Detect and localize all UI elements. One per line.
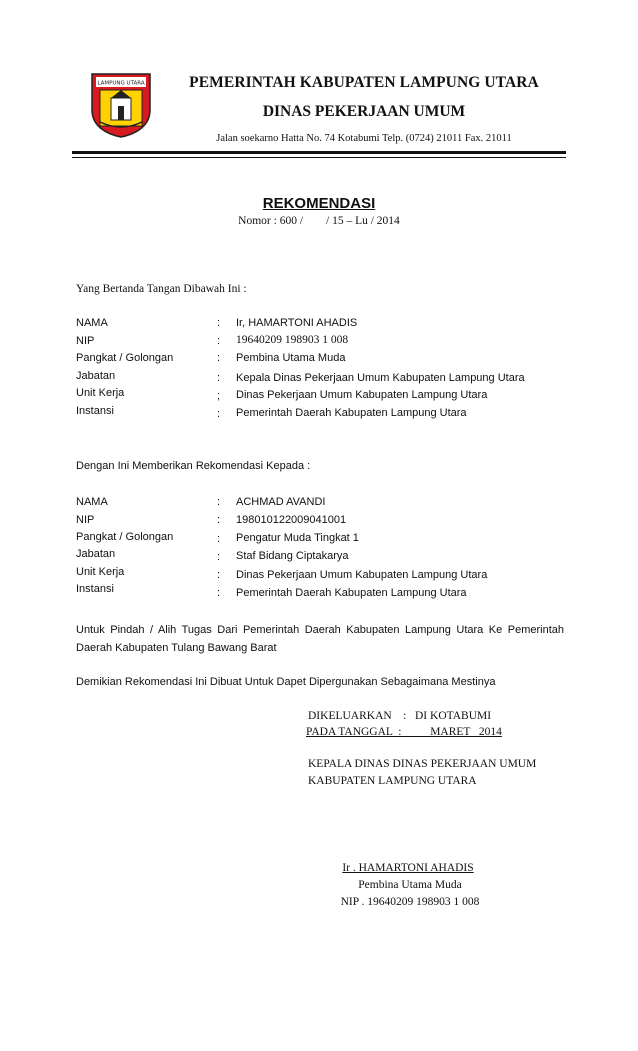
signer-colon: : — [217, 372, 221, 384]
recipient-label: NAMA — [76, 496, 108, 508]
letterhead-rule-thick — [72, 151, 566, 154]
recipient-value: ACHMAD AVANDI — [236, 496, 326, 508]
recipient-colon: : — [217, 587, 221, 599]
letterhead-address: Jalan soekarno Hatta No. 74 Kotabumi Telp. (0724) 21011 Fax. 21011 — [216, 133, 512, 144]
signer-value: Pembina Utama Muda — [236, 352, 346, 364]
letterhead-title: PEMERINTAH KABUPATEN LAMPUNG UTARA — [189, 74, 539, 91]
signatory-name: Ir . HAMARTONI AHADIS — [342, 862, 474, 874]
recipient-colon: : — [217, 496, 221, 508]
signatory-position: KEPALA DINAS DINAS PEKERJAAN UMUM — [308, 758, 537, 770]
recipient-colon: : — [217, 569, 221, 581]
recipient-label: Instansi — [76, 583, 114, 595]
signer-label: NIP — [76, 335, 95, 347]
recipient-colon: : — [217, 514, 221, 526]
signer-colon: : — [217, 317, 221, 329]
signer-value: Pemerintah Daerah Kabupaten Lampung Utara — [236, 407, 467, 419]
issued-date: PADA TANGGAL : MARET 2014 — [306, 726, 502, 738]
signer-value: Dinas Pekerjaan Umum Kabupaten Lampung Utara — [236, 389, 488, 401]
signer-label: Instansi — [76, 405, 114, 417]
signer-colon: : — [217, 335, 221, 347]
recipient-colon: : — [217, 533, 221, 545]
recipient-intro: Dengan Ini Memberikan Rekomendasi Kepada : — [76, 460, 311, 472]
signer-label: Unit Kerja — [76, 387, 125, 399]
recipient-value: Dinas Pekerjaan Umum Kabupaten Lampung Utara — [236, 569, 488, 581]
recipient-value: 198010122009041001 — [236, 514, 347, 526]
document-number: Nomor : 600 / / 15 – Lu / 2014 — [238, 215, 400, 227]
signer-label: Jabatan — [76, 370, 116, 382]
signer-colon: ; — [217, 390, 221, 402]
recipient-value: Pengatur Muda Tingkat 1 — [236, 532, 359, 544]
recipient-label: Jabatan — [76, 548, 116, 560]
signer-colon: : — [217, 408, 221, 420]
signer-value: Ir, HAMARTONI AHADIS — [236, 317, 358, 329]
letterhead-rule-thin — [72, 157, 566, 158]
recipient-label: Pangkat / Golongan — [76, 531, 174, 543]
signer-label: NAMA — [76, 317, 108, 329]
issued-place: DIKELUARKAN : DI KOTABUMI — [308, 710, 492, 722]
svg-text:LAMPUNG UTARA: LAMPUNG UTARA — [97, 80, 145, 87]
letterhead-department: DINAS PEKERJAAN UMUM — [262, 103, 466, 120]
document-title: REKOMENDASI — [262, 195, 376, 212]
signer-colon: : — [217, 352, 221, 364]
recipient-colon: : — [217, 551, 221, 563]
recipient-value: Pemerintah Daerah Kabupaten Lampung Utara — [236, 587, 467, 599]
signer-label: Pangkat / Golongan — [76, 352, 174, 364]
signatory-nip: NIP . 19640209 198903 1 008 — [340, 896, 480, 908]
recipient-value: Staf Bidang Ciptakarya — [236, 550, 349, 562]
recipient-label: NIP — [76, 514, 95, 526]
closing-paragraph: Demikian Rekomendasi Ini Dibuat Untuk Dapet Dipergunakan Sebagaimana Mestinya — [76, 676, 496, 688]
signer-intro: Yang Bertanda Tangan Dibawah Ini : — [76, 283, 247, 295]
signer-value: 19640209 198903 1 008 — [236, 334, 349, 346]
signatory-region: KABUPATEN LAMPUNG UTARA — [308, 775, 477, 787]
transfer-paragraph: Untuk Pindah / Alih Tugas Dari Pemerintah Daerah Kabupaten Lampung Utara Ke Pemerintah Daerah Kabupaten Tulang Bawang Barat — [76, 624, 564, 654]
signatory-rank: Pembina Utama Muda — [358, 879, 462, 891]
signer-value: Kepala Dinas Pekerjaan Umum Kabupaten Lampung Utara — [236, 372, 525, 384]
recipient-label: Unit Kerja — [76, 566, 125, 578]
